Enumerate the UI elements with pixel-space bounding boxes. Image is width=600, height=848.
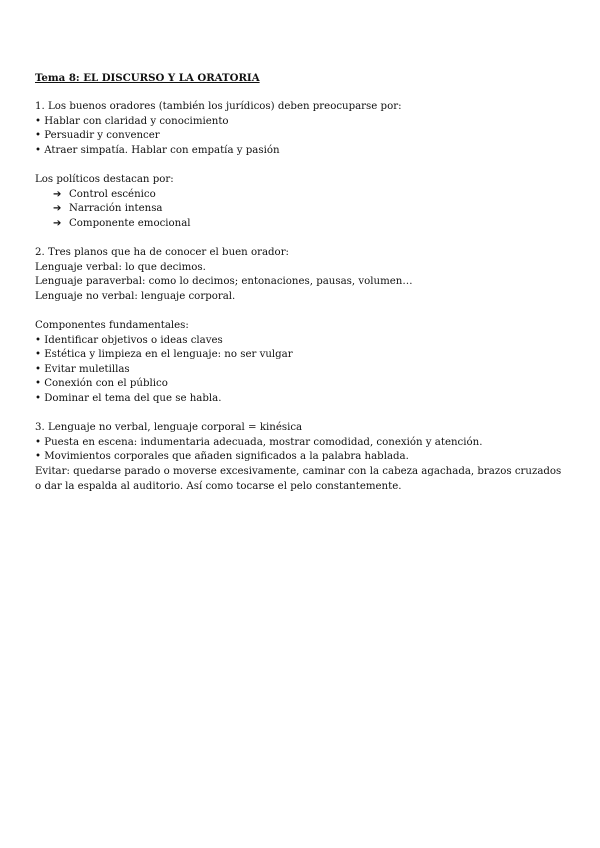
politicos-item — [35, 188, 567, 203]
componentes-bullet: • Evitar muletillas — [35, 363, 567, 378]
section1-bullet: • Persuadir y convencer — [35, 129, 567, 144]
section2-line: Lenguaje paraverbal: como lo decimos; entonaciones, pausas, volumen… — [35, 276, 413, 288]
section3-intro: 3. Lenguaje no verbal, lenguaje corporal = kinésica — [35, 422, 303, 434]
spacer — [35, 159, 567, 174]
politicos-item — [35, 217, 567, 232]
document-title: Tema 8: EL DISCURSO Y LA ORATORIA — [35, 72, 260, 84]
spacer — [35, 305, 567, 320]
section3-evitar: Evitar: quedarse parado o moverse excesivamente, caminar con la cabeza agachada, brazos cruzados o dar la espalda al auditorio. Así como tocarse el pelo constantemente. — [35, 466, 562, 492]
componentes-bullet: • Conexión con el público — [35, 377, 567, 392]
section1-intro: 1. Los buenos oradores (también los jurídicos) deben preocuparse por: — [35, 101, 402, 113]
section1-bullet: • Hablar con claridad y conocimiento — [35, 115, 567, 130]
section2-line: Lenguaje no verbal: lenguaje corporal. — [35, 290, 236, 302]
politicos-intro: Los políticos destacan por: — [35, 174, 174, 186]
spacer — [35, 86, 567, 101]
section3-bullet: • Puesta en escena: indumentaria adecuada, mostrar comodidad, conexión y atención. — [35, 436, 567, 451]
politicos-item-label: Control escénico — [69, 188, 156, 200]
politicos-item-label: Narración intensa — [69, 203, 163, 215]
spacer — [35, 232, 567, 247]
arrow-right-icon: ➔ — [53, 203, 62, 215]
politicos-item — [35, 202, 567, 217]
arrow-right-icon: ➔ — [53, 217, 62, 229]
componentes-bullet: • Identificar objetivos o ideas claves — [35, 334, 567, 349]
componentes-bullet: • Dominar el tema del que se habla. — [35, 392, 567, 407]
section1-bullet: • Atraer simpatía. Hablar con empatía y pasión — [35, 144, 567, 159]
section2-line: Lenguaje verbal: lo que decimos. — [35, 261, 206, 273]
componentes-intro: Componentes fundamentales: — [35, 320, 189, 332]
arrow-right-icon: ➔ — [53, 188, 62, 200]
document-body — [35, 71, 567, 494]
componentes-bullet: • Estética y limpieza en el lenguaje: no ser vulgar — [35, 348, 567, 363]
section3-bullet: • Movimientos corporales que añaden significados a la palabra hablada. — [35, 450, 567, 465]
politicos-item-label: Componente emocional — [69, 217, 191, 229]
section2-intro: 2. Tres planos que ha de conocer el buen orador: — [35, 247, 289, 259]
spacer — [35, 407, 567, 422]
